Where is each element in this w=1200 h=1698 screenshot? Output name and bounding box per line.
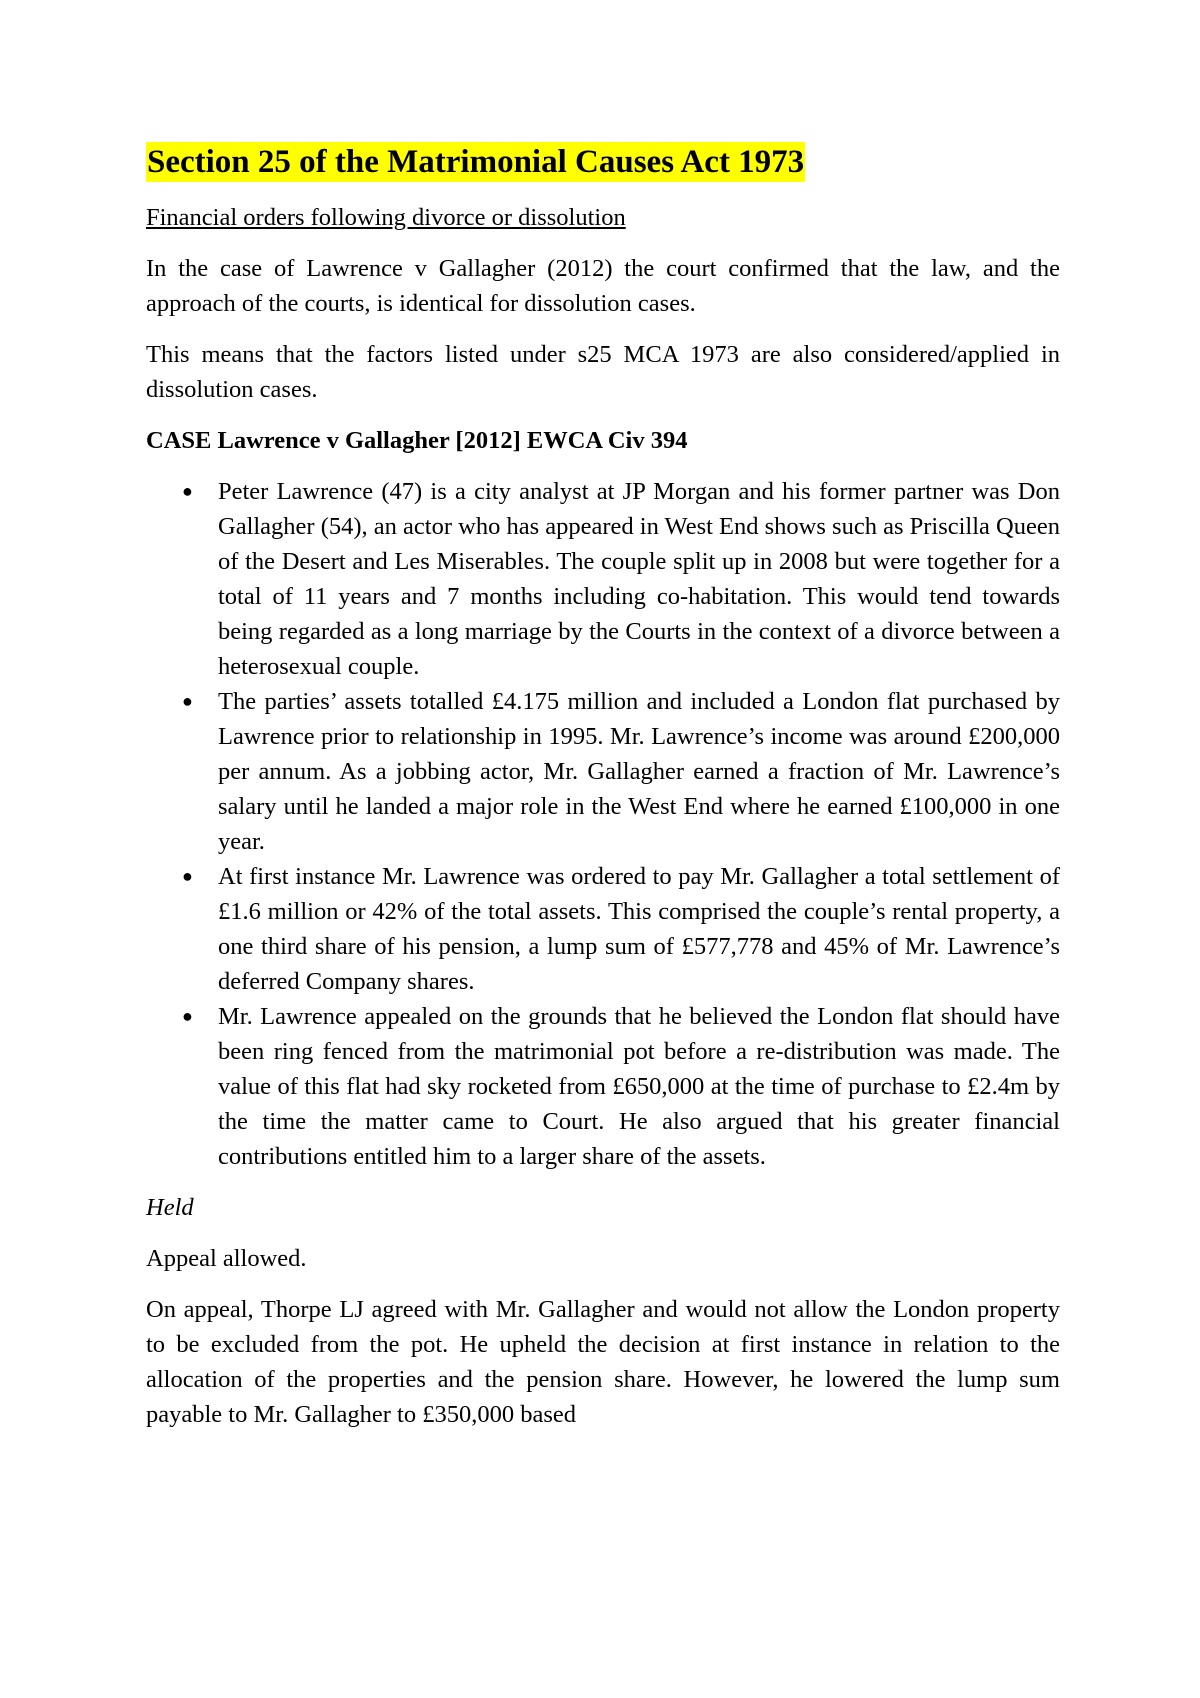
list-item (182, 999, 1060, 1174)
case-facts-list (146, 474, 1060, 1174)
document-title: Section 25 of the Matrimonial Causes Act 1973 (147, 144, 805, 180)
bullet-icon: ● (182, 1006, 193, 1026)
held-label: Held (146, 1194, 194, 1221)
document-subtitle: Financial orders following divorce or dissolution (146, 204, 626, 231)
outcome-text: Appeal allowed. (146, 1245, 307, 1272)
intro-paragraph: In the case of Lawrence v Gallagher (2012) the court confirmed that the law, and the approach of the courts, is identical for dissolution cases. (146, 255, 1060, 317)
list-item-text: At first instance Mr. Lawrence was ordered to pay Mr. Gallagher a total settlement of £1.6 million or 42% of the total assets. This comprised the couple’s rental property, a one third share of his pension, a lump sum of £577,778 and 45% of Mr. Lawrence’s deferred Company shares. (218, 863, 1060, 995)
factors-paragraph: This means that the factors listed under s25 MCA 1973 are also considered/applied in dissolution cases. (146, 341, 1060, 403)
case-heading: CASE Lawrence v Gallagher [2012] EWCA Civ 394 (146, 427, 688, 454)
bullet-icon: ● (182, 866, 193, 886)
bullet-icon: ● (182, 691, 193, 711)
list-item-text: The parties’ assets totalled £4.175 million and included a London flat purchased by Lawrence prior to relationship in 1995. Mr. Lawrence’s income was around £200,000 per annum. As a jobbing actor, Mr. Gallagher earned a fraction of Mr. Lawrence’s salary until he landed a major role in the West End where he earned £100,000 in one year. (218, 688, 1060, 855)
list-item-text: Mr. Lawrence appealed on the grounds that he believed the London flat should have been ring fenced from the matrimonial pot before a re-distribution was made. The value of this flat had sky rocketed from £650,000 at the time of purchase to £2.4m by the time the matter came to Court. He also argued that his greater financial contributions entitled him to a larger share of the assets. (218, 1003, 1060, 1170)
document-page (146, 142, 1060, 1432)
list-item (182, 474, 1060, 684)
list-item (182, 859, 1060, 999)
bullet-icon: ● (182, 481, 193, 501)
appeal-paragraph: On appeal, Thorpe LJ agreed with Mr. Gallagher and would not allow the London property to be excluded from the pot. He upheld the decision at first instance in relation to the allocation of the properties and the pension share. However, he lowered the lump sum payable to Mr. Gallagher to £350,000 based (146, 1296, 1060, 1428)
list-item (182, 684, 1060, 859)
list-item-text: Peter Lawrence (47) is a city analyst at JP Morgan and his former partner was Don Gallagher (54), an actor who has appeared in West End shows such as Priscilla Queen of the Desert and Les Miserables. The couple split up in 2008 but were together for a total of 11 years and 7 months including co-habitation. This would tend towards being regarded as a long marriage by the Courts in the context of a divorce between a heterosexual couple. (218, 478, 1060, 680)
